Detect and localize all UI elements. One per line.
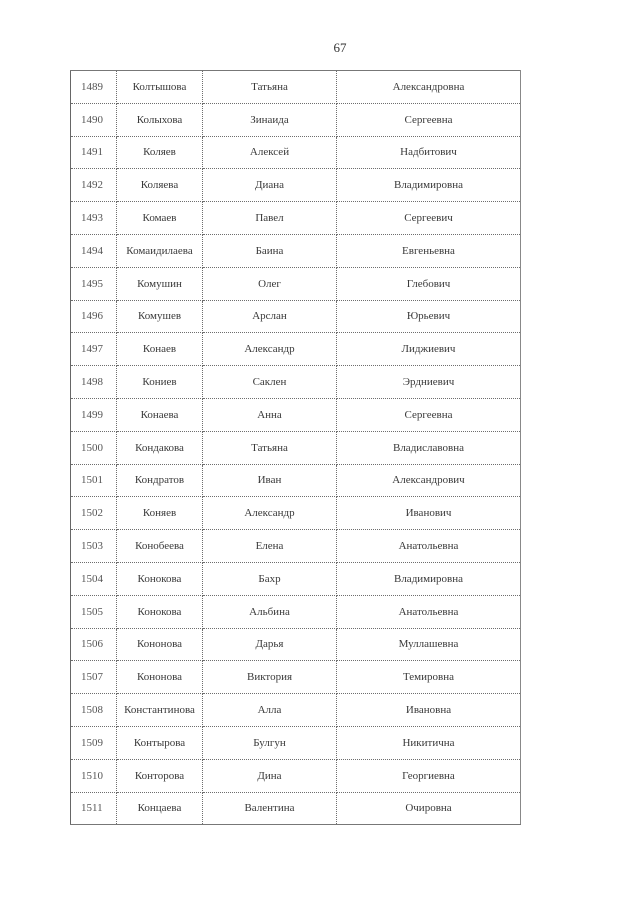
last-name-cell: Конторова xyxy=(117,759,203,792)
table-row xyxy=(71,661,521,694)
last-name-cell: Кононова xyxy=(117,628,203,661)
table-row xyxy=(71,431,521,464)
first-name-cell: Диана xyxy=(203,169,337,202)
first-name-cell: Дарья xyxy=(203,628,337,661)
row-number-cell: 1505 xyxy=(71,595,117,628)
patronymic-cell: Муллашевна xyxy=(337,628,521,661)
row-number-cell: 1511 xyxy=(71,792,117,825)
last-name-cell: Кононова xyxy=(117,661,203,694)
row-number-cell: 1491 xyxy=(71,136,117,169)
last-name-cell: Кондратов xyxy=(117,464,203,497)
first-name-cell: Бахр xyxy=(203,562,337,595)
last-name-cell: Комушин xyxy=(117,267,203,300)
last-name-cell: Коляев xyxy=(117,136,203,169)
row-number-cell: 1496 xyxy=(71,300,117,333)
first-name-cell: Булгун xyxy=(203,726,337,759)
patronymic-cell: Анатольевна xyxy=(337,530,521,563)
patronymic-cell: Очировна xyxy=(337,792,521,825)
patronymic-cell: Владимировна xyxy=(337,562,521,595)
patronymic-cell: Эрдниевич xyxy=(337,366,521,399)
patronymic-cell: Юрьевич xyxy=(337,300,521,333)
patronymic-cell: Надбитович xyxy=(337,136,521,169)
row-number-cell: 1494 xyxy=(71,234,117,267)
last-name-cell: Контырова xyxy=(117,726,203,759)
row-number-cell: 1499 xyxy=(71,398,117,431)
first-name-cell: Дина xyxy=(203,759,337,792)
table-row xyxy=(71,464,521,497)
patronymic-cell: Сергеевна xyxy=(337,103,521,136)
last-name-cell: Конаева xyxy=(117,398,203,431)
last-name-cell: Конобеева xyxy=(117,530,203,563)
table-row xyxy=(71,628,521,661)
row-number-cell: 1506 xyxy=(71,628,117,661)
row-number-cell: 1507 xyxy=(71,661,117,694)
table-row xyxy=(71,202,521,235)
table-row xyxy=(71,530,521,563)
patronymic-cell: Сергеевич xyxy=(337,202,521,235)
page-number: 67 xyxy=(333,40,347,55)
row-number-cell: 1502 xyxy=(71,497,117,530)
first-name-cell: Алла xyxy=(203,694,337,727)
patronymic-cell: Владиславовна xyxy=(337,431,521,464)
first-name-cell: Татьяна xyxy=(203,71,337,104)
row-number-cell: 1492 xyxy=(71,169,117,202)
table-row xyxy=(71,595,521,628)
patronymic-cell: Лиджиевич xyxy=(337,333,521,366)
table-row xyxy=(71,562,521,595)
row-number-cell: 1490 xyxy=(71,103,117,136)
patronymic-cell: Сергеевна xyxy=(337,398,521,431)
table-row xyxy=(71,726,521,759)
first-name-cell: Александр xyxy=(203,497,337,530)
table-row xyxy=(71,792,521,825)
last-name-cell: Колыхова xyxy=(117,103,203,136)
table-row xyxy=(71,398,521,431)
roster-body xyxy=(71,71,521,825)
row-number-cell: 1501 xyxy=(71,464,117,497)
patronymic-cell: Александрович xyxy=(337,464,521,497)
first-name-cell: Александр xyxy=(203,333,337,366)
patronymic-cell: Владимировна xyxy=(337,169,521,202)
table-row xyxy=(71,366,521,399)
last-name-cell: Комаидилаева xyxy=(117,234,203,267)
patronymic-cell: Евгеньевна xyxy=(337,234,521,267)
first-name-cell: Саклен xyxy=(203,366,337,399)
row-number-cell: 1489 xyxy=(71,71,117,104)
first-name-cell: Елена xyxy=(203,530,337,563)
first-name-cell: Зинаида xyxy=(203,103,337,136)
first-name-cell: Валентина xyxy=(203,792,337,825)
last-name-cell: Комаев xyxy=(117,202,203,235)
table-row xyxy=(71,136,521,169)
last-name-cell: Комушев xyxy=(117,300,203,333)
patronymic-cell: Георгиевна xyxy=(337,759,521,792)
row-number-cell: 1503 xyxy=(71,530,117,563)
roster-table xyxy=(70,70,521,825)
first-name-cell: Альбина xyxy=(203,595,337,628)
table-row xyxy=(71,497,521,530)
first-name-cell: Анна xyxy=(203,398,337,431)
patronymic-cell: Ивановна xyxy=(337,694,521,727)
patronymic-cell: Александровна xyxy=(337,71,521,104)
row-number-cell: 1504 xyxy=(71,562,117,595)
row-number-cell: 1497 xyxy=(71,333,117,366)
patronymic-cell: Темировна xyxy=(337,661,521,694)
row-number-cell: 1509 xyxy=(71,726,117,759)
table-row xyxy=(71,234,521,267)
row-number-cell: 1510 xyxy=(71,759,117,792)
row-number-cell: 1508 xyxy=(71,694,117,727)
first-name-cell: Павел xyxy=(203,202,337,235)
first-name-cell: Алексей xyxy=(203,136,337,169)
last-name-cell: Константинова xyxy=(117,694,203,727)
row-number-cell: 1500 xyxy=(71,431,117,464)
last-name-cell: Кондакова xyxy=(117,431,203,464)
patronymic-cell: Никитична xyxy=(337,726,521,759)
last-name-cell: Кониев xyxy=(117,366,203,399)
patronymic-cell: Анатольевна xyxy=(337,595,521,628)
table-row xyxy=(71,169,521,202)
table-row xyxy=(71,333,521,366)
table-row xyxy=(71,694,521,727)
first-name-cell: Виктория xyxy=(203,661,337,694)
last-name-cell: Коляева xyxy=(117,169,203,202)
last-name-cell: Колтышова xyxy=(117,71,203,104)
last-name-cell: Конокова xyxy=(117,562,203,595)
table-row xyxy=(71,103,521,136)
row-number-cell: 1495 xyxy=(71,267,117,300)
patronymic-cell: Глебович xyxy=(337,267,521,300)
row-number-cell: 1498 xyxy=(71,366,117,399)
patronymic-cell: Иванович xyxy=(337,497,521,530)
last-name-cell: Конокова xyxy=(117,595,203,628)
first-name-cell: Баина xyxy=(203,234,337,267)
last-name-cell: Конаев xyxy=(117,333,203,366)
first-name-cell: Татьяна xyxy=(203,431,337,464)
row-number-cell: 1493 xyxy=(71,202,117,235)
first-name-cell: Иван xyxy=(203,464,337,497)
first-name-cell: Арслан xyxy=(203,300,337,333)
table-row xyxy=(71,267,521,300)
table-row xyxy=(71,300,521,333)
table-row xyxy=(71,71,521,104)
table-row xyxy=(71,759,521,792)
last-name-cell: Концаева xyxy=(117,792,203,825)
last-name-cell: Коняев xyxy=(117,497,203,530)
first-name-cell: Олег xyxy=(203,267,337,300)
